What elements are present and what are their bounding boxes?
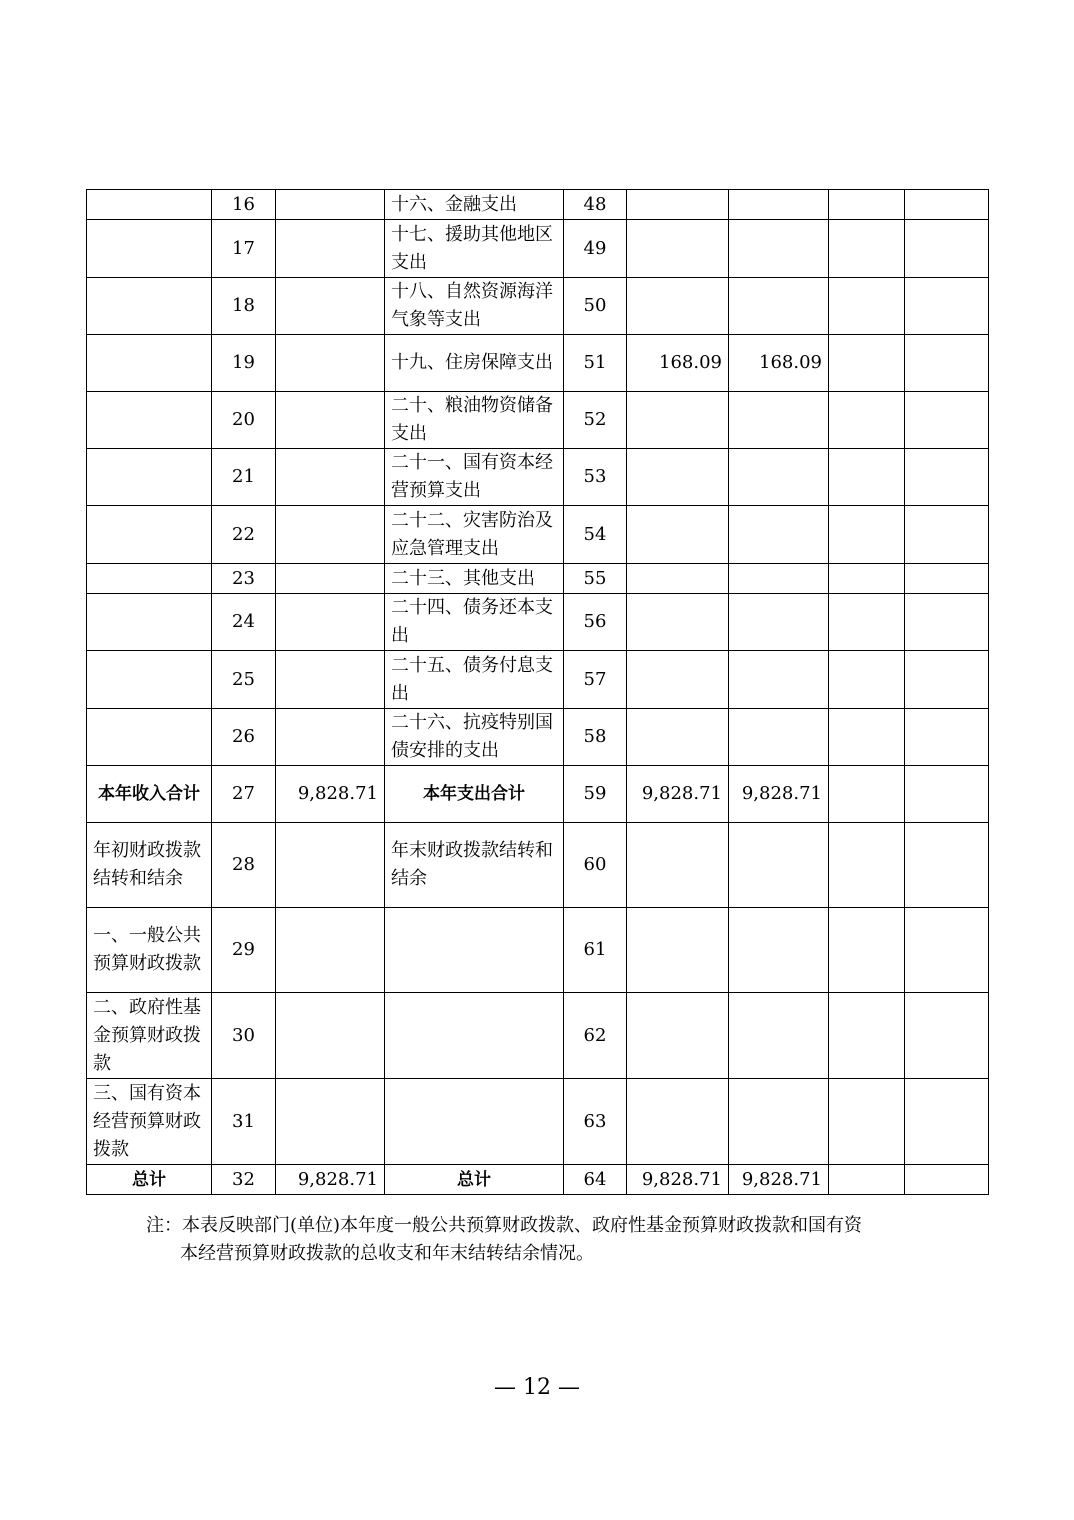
- table-cell: 59: [564, 766, 627, 823]
- table-cell: [905, 1165, 989, 1195]
- table-cell: 二十四、债务还本支出: [385, 594, 564, 651]
- table-cell: [276, 449, 385, 506]
- table-cell: 24: [212, 594, 276, 651]
- table-cell: 十八、自然资源海洋气象等支出: [385, 278, 564, 335]
- table-cell: [829, 594, 905, 651]
- table-cell: [829, 335, 905, 392]
- table-cell: 22: [212, 506, 276, 564]
- table-cell: [905, 1079, 989, 1165]
- table-cell: [87, 278, 212, 335]
- table-cell: [829, 1079, 905, 1165]
- table-cell: [627, 908, 729, 993]
- table-cell: [829, 506, 905, 564]
- table-cell: 二十三、其他支出: [385, 564, 564, 594]
- table-cell: [87, 564, 212, 594]
- table-cell: 17: [212, 220, 276, 278]
- table-cell: 61: [564, 908, 627, 993]
- table-cell: 9,828.71: [627, 766, 729, 823]
- table-cell: [829, 766, 905, 823]
- table-cell: 9,828.71: [729, 1165, 829, 1195]
- table-cell: [276, 709, 385, 766]
- table-cell: [276, 823, 385, 908]
- table-row: [87, 335, 989, 392]
- table-row: [87, 392, 989, 449]
- table-cell: 总计: [87, 1165, 212, 1195]
- page-number: — 12 —: [494, 1375, 580, 1400]
- table-cell: 30: [212, 993, 276, 1079]
- table-cell: 16: [212, 190, 276, 220]
- table-cell: 十七、援助其他地区支出: [385, 220, 564, 278]
- table-cell: [87, 449, 212, 506]
- table-cell: [627, 823, 729, 908]
- table-cell: [729, 594, 829, 651]
- table-cell: 58: [564, 709, 627, 766]
- table-row: [87, 278, 989, 335]
- table-cell: 二十、粮油物资储备支出: [385, 392, 564, 449]
- table-cell: [829, 823, 905, 908]
- table-cell: [276, 564, 385, 594]
- table-row: [87, 594, 989, 651]
- table-cell: [276, 1079, 385, 1165]
- table-cell: [905, 908, 989, 993]
- table-cell: 十九、住房保障支出: [385, 335, 564, 392]
- table-note: [146, 1212, 946, 1268]
- table-cell: [829, 709, 905, 766]
- table-cell: [729, 709, 829, 766]
- table-cell: [627, 392, 729, 449]
- table-row: [87, 651, 989, 709]
- table-cell: 26: [212, 709, 276, 766]
- table-cell: 28: [212, 823, 276, 908]
- table-cell: 18: [212, 278, 276, 335]
- table-cell: [276, 335, 385, 392]
- table-cell: 年末财政拨款结转和结余: [385, 823, 564, 908]
- table-cell: [276, 190, 385, 220]
- table-cell: [829, 651, 905, 709]
- table-row: [87, 1165, 989, 1195]
- table-cell: 50: [564, 278, 627, 335]
- table-cell: [627, 709, 729, 766]
- table-cell: [627, 506, 729, 564]
- table-cell: [829, 392, 905, 449]
- table-cell: [729, 651, 829, 709]
- table-cell: [729, 564, 829, 594]
- table-cell: [829, 278, 905, 335]
- table-cell: [276, 651, 385, 709]
- table-cell: [627, 278, 729, 335]
- table-cell: 51: [564, 335, 627, 392]
- table-cell: 二十二、灾害防治及应急管理支出: [385, 506, 564, 564]
- table-cell: 55: [564, 564, 627, 594]
- table-cell: [385, 1079, 564, 1165]
- table-row: [87, 190, 989, 220]
- table-row: [87, 993, 989, 1079]
- table-cell: 62: [564, 993, 627, 1079]
- table-cell: [276, 506, 385, 564]
- table-cell: [385, 993, 564, 1079]
- table-cell: [627, 651, 729, 709]
- table-cell: [276, 908, 385, 993]
- table-cell: [385, 908, 564, 993]
- table-row: [87, 220, 989, 278]
- table-cell: 49: [564, 220, 627, 278]
- table-row: [87, 823, 989, 908]
- table-cell: 32: [212, 1165, 276, 1195]
- table-cell: [729, 449, 829, 506]
- table-cell: [905, 651, 989, 709]
- table-cell: 25: [212, 651, 276, 709]
- table-cell: [729, 392, 829, 449]
- table-row: [87, 564, 989, 594]
- table-cell: 年初财政拨款结转和结余: [87, 823, 212, 908]
- table-cell: 48: [564, 190, 627, 220]
- table-cell: 总计: [385, 1165, 564, 1195]
- table-cell: 63: [564, 1079, 627, 1165]
- table-row: [87, 908, 989, 993]
- table-cell: [87, 651, 212, 709]
- table-cell: [276, 993, 385, 1079]
- table-cell: [829, 220, 905, 278]
- table-cell: [87, 392, 212, 449]
- table-cell: [905, 709, 989, 766]
- table-cell: 9,828.71: [276, 766, 385, 823]
- table-cell: 56: [564, 594, 627, 651]
- table-cell: [905, 564, 989, 594]
- table-cell: [87, 190, 212, 220]
- table-cell: [276, 594, 385, 651]
- table-cell: 三、国有资本经营预算财政拨款: [87, 1079, 212, 1165]
- note-line-2: 本经营预算财政拨款的总收支和年末结转结余情况。: [180, 1243, 594, 1264]
- table-cell: [276, 392, 385, 449]
- table-cell: [905, 823, 989, 908]
- table-cell: [905, 766, 989, 823]
- table-cell: [729, 220, 829, 278]
- table-row: [87, 1079, 989, 1165]
- table-cell: 29: [212, 908, 276, 993]
- table-cell: [627, 1079, 729, 1165]
- table-cell: 9,828.71: [729, 766, 829, 823]
- table-cell: [276, 220, 385, 278]
- table-cell: 53: [564, 449, 627, 506]
- table-row: [87, 506, 989, 564]
- table-cell: [729, 190, 829, 220]
- table-cell: 二十五、债务付息支出: [385, 651, 564, 709]
- table-cell: 19: [212, 335, 276, 392]
- table-row: [87, 709, 989, 766]
- table-cell: [87, 220, 212, 278]
- table-cell: [87, 709, 212, 766]
- table-cell: 54: [564, 506, 627, 564]
- table-cell: [87, 506, 212, 564]
- table-cell: [905, 506, 989, 564]
- table-cell: [829, 1165, 905, 1195]
- table-cell: 27: [212, 766, 276, 823]
- table-cell: [729, 1079, 829, 1165]
- table-cell: [905, 220, 989, 278]
- table-cell: [729, 908, 829, 993]
- table-cell: [729, 506, 829, 564]
- table-cell: 9,828.71: [627, 1165, 729, 1195]
- table-cell: 21: [212, 449, 276, 506]
- table-cell: 57: [564, 651, 627, 709]
- table-cell: [905, 594, 989, 651]
- table-cell: 168.09: [627, 335, 729, 392]
- note-line-1: 注：本表反映部门(单位)本年度一般公共预算财政拨款、政府性基金预算财政拨款和国有资: [146, 1215, 863, 1236]
- table-cell: [905, 335, 989, 392]
- table-cell: 本年支出合计: [385, 766, 564, 823]
- table-cell: [905, 449, 989, 506]
- table-cell: [87, 335, 212, 392]
- table-cell: [627, 220, 729, 278]
- table-cell: 60: [564, 823, 627, 908]
- table-cell: [829, 564, 905, 594]
- table-cell: [829, 449, 905, 506]
- table-row: [87, 449, 989, 506]
- table-cell: 9,828.71: [276, 1165, 385, 1195]
- table-cell: 二、政府性基金预算财政拨款: [87, 993, 212, 1079]
- table-cell: 20: [212, 392, 276, 449]
- table-cell: [627, 993, 729, 1079]
- table-cell: [627, 449, 729, 506]
- table-cell: [87, 594, 212, 651]
- table-cell: 23: [212, 564, 276, 594]
- table-cell: [829, 190, 905, 220]
- table-cell: [729, 278, 829, 335]
- table-cell: 31: [212, 1079, 276, 1165]
- table-cell: [829, 993, 905, 1079]
- table-cell: [905, 392, 989, 449]
- table-cell: [729, 993, 829, 1079]
- table-cell: 本年收入合计: [87, 766, 212, 823]
- table-cell: 十六、金融支出: [385, 190, 564, 220]
- table-row: [87, 766, 989, 823]
- table-cell: [905, 278, 989, 335]
- table-cell: [729, 823, 829, 908]
- table-cell: 二十六、抗疫特别国债安排的支出: [385, 709, 564, 766]
- table-cell: [905, 190, 989, 220]
- table-cell: [905, 993, 989, 1079]
- table-cell: [627, 190, 729, 220]
- table-cell: [627, 564, 729, 594]
- table-cell: [627, 594, 729, 651]
- table-cell: 二十一、国有资本经营预算支出: [385, 449, 564, 506]
- table-cell: 64: [564, 1165, 627, 1195]
- budget-table: [86, 189, 989, 1195]
- table-cell: 52: [564, 392, 627, 449]
- table-cell: [829, 908, 905, 993]
- table-cell: [276, 278, 385, 335]
- table-cell: 一、一般公共预算财政拨款: [87, 908, 212, 993]
- table-cell: 168.09: [729, 335, 829, 392]
